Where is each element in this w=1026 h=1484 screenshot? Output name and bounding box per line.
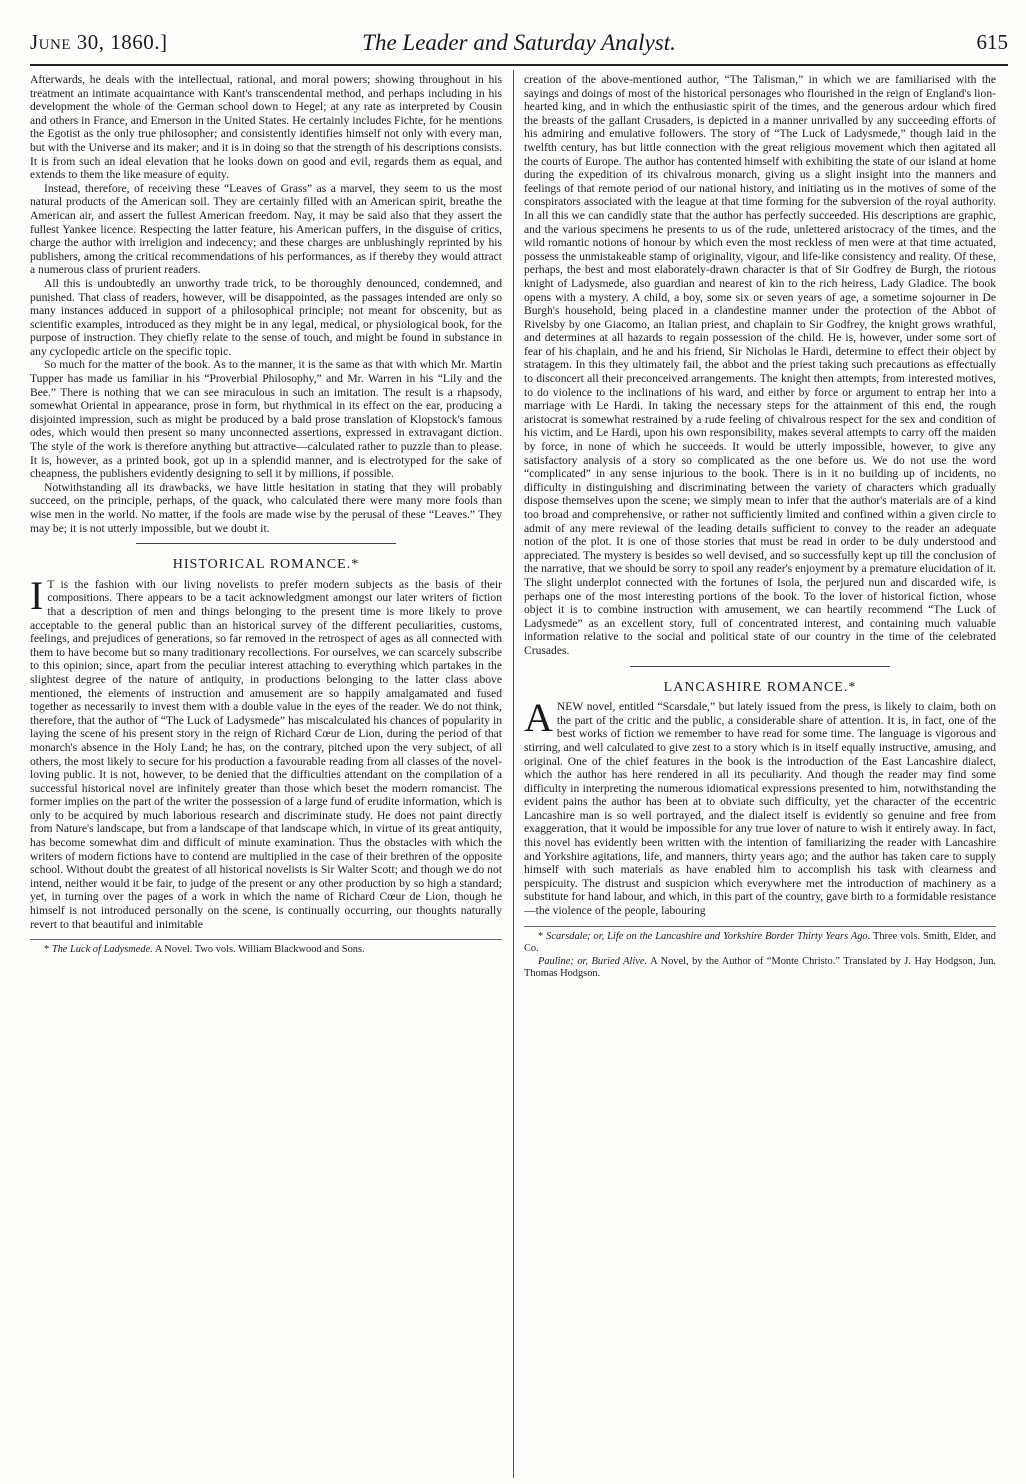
footnote-divider: [30, 939, 502, 940]
left-column: [30, 73, 502, 1477]
footnote: [524, 931, 996, 956]
drop-cap: A: [524, 695, 553, 741]
footnote: [30, 944, 502, 957]
section-heading-lancashire-romance: LANCASHIRE ROMANCE.*: [663, 679, 857, 695]
right-column: [524, 73, 996, 1477]
column-divider: [513, 70, 514, 1478]
footnote-mark: *: [44, 944, 50, 956]
paragraph: Instead, therefore, of receiving these “Leaves of Grass” as a marvel, they seem to us the most natural products of the American soil. They are certainly filled with an American spirit, breathe the American air, and assert the fullest American freedom. Nay, it may be said also that they assert the fullest Yankee licence. Respecting the latter feature, his American puffers, in the disguise of critics, charge the author with irreligion and indecency; and these charges are unblushingly reprinted by his publishers, among the critical recommendations of his performances, as if thereby they would attract a numerous class of prurient readers.: [30, 181, 502, 277]
page-number: 615: [976, 30, 1008, 54]
footnote-title: Scarsdale; or, Life on the Lancashire and Yorkshire Border Thirty Years Ago.: [546, 930, 871, 942]
paragraph: So much for the matter of the book. As to the manner, it is the same as that with which Mr. Martin Tupper has made us familiar in his “Proverbial Philosophy,” and Mr. Warren in his “Lily and the Bee.” There is nothing that we can see miraculous in such an imitation. The result is a rhapsody, somewhat Oriental in appearance, prose in form, but rhythmical in its effect on the ear, producing a disjointed impression, such as might be produced by a bald prose translation of Klopstock's famous odes, which would then present so many unconnected assertions, expressed in extravagant diction. The style of the work is therefore anything but attractive—calculated rather to puzzle than to please. It is, however, as a printed book, got up in a splendid manner, and is electrotyped for the sake of cheapness, the publishers evidently designing to sell it by millions, if possible.: [30, 358, 502, 481]
paragraph: Notwithstanding all its drawbacks, we have little hesitation in stating that they will probably succeed, on the principle, perhaps, of the quack, who calculated there were many more fools than wise men in the world. No matter, if the fools are made wise by the perusal of these “Leaves.” They may be; it is not utterly impossible, but we doubt it.: [30, 480, 502, 535]
footnote-details: A Novel. Two vols. William Blackwood and Sons.: [154, 944, 365, 956]
paragraph: Afterwards, he deals with the intellectual, rational, and moral powers; showing throughout in his treatment an intimate acquaintance with Kant's transcendental method, and perhaps including in his development the whole of the German school down to Hegel; at any rate as interpreted by Cousin and others in France, and Emerson in the United States. He certainly includes Fichte, for he mentions the Egotist as the only true philosopher; and consistently identifies himself not only with every man, but with the Universe and its maker; and it is in doing so that the strength of his descriptions consists. It is from such an ideal elevation that he looks down on good and evil, regards them as equal, and extends to them the like measure of equity.: [30, 73, 502, 182]
paragraph-text: T is the fashion with our living novelists to prefer modern subjects as the basis of their compositions. There appears to be a tacit acknowledgment amongst our later writers of fiction that a description of men and things belonging to the present time is more likely to prove acceptable to the general public than an historical survey of the different peculiarities, customs, feelings, and prejudices of generations, so far removed in the retrospect of ages as all connected with them to have become but so many traditionary recollections. For ourselves, we can scarcely subscribe to this opinion; since, apart from the peculiar interest attaching to everything which partakes in the slightest degree of the nature of antiquity, in productions belonging to the latter class above mentioned, the elements of instruction and amusement are so happily amalgamated and fused together as necessarily to invest them with a double value in the eyes of the reader. We do not think, therefore, that the author of “The Luck of Ladysmede” has miscalculated his chances of popularity in laying the scene of his present story in the reign of Richard Cœur de Lion, during the period of that monarch's absence in the Holy Land; he has, on the contrary, pitched upon the very subject, of all others, the most likely to secure for his production a favourable reading from all classes of the novel-loving public. It is not, however, to be denied that the difficulties attendant on the compilation of a successful historical novel are infinitely greater than those which beset the modern romancist. The former implies on the part of the writer the possession of a large fund of erudite information, which is only to be acquired by much laborious research and discriminate study. He does not paint directly from Nature's landscape, but from a landscape of that landscape which, in virtue of its great antiquity, has become somewhat dim and difficult of minute examination. Thus the obstacles with which the writers of modern fictions have to contend are multiplied in the case of their brethren of the opposite school. Without doubt the greatest of all historical novelists is Sir Walter Scott; and though we do not intend, neither would it be fair, to judge of the present or any other production by so high a standard; yet, in turning over the pages of a work in which the name of Richard Cœur de Lion, though he himself is not introduced personally on the scene, is continually occurring, our thoughts naturally revert to that beautiful and inimitable: [30, 577, 502, 931]
page-header: [30, 30, 1008, 66]
paragraph: [524, 695, 996, 918]
paragraph: creation of the above-mentioned author, “The Talisman,” in which we are familiarised with the sayings and doings of most of the historical personages who flourished in the reign of England's lion-hearted king, and in which the enthusiastic spirit of the times, and the generous ardour which fired the breasts of the gallant Crusaders, is depicted in a manner unrivalled by any succeeding efforts of his admiring and emulative followers. The story of “The Luck of Ladysmede,” though laid in the twelfth century, has but little connection with the great religious movement which then agitated all the courts of Europe. The author has contented himself with exhibiting the state of our island at home during the expedition of its chivalrous monarch, giving us a slight insight into the manners and feelings of that remote period of our national history, and initiating us in the motives of some of the conspirators associated with the league at that time forming for the subversion of the royal authority. In all this we can candidly state that the author has perfectly succeeded. His descriptions are graphic, and the various specimens he presents to us of the rude, unlettered aristocracy of the times, and the wild romantic notions of honour by which even the most reckless of men were at that time actuated, possess the unmistakeable stamp of originality, vigour, and life-like consistency and reality. Of these, perhaps, the best and most elaborately-drawn character is that of Sir Godfrey de Burgh, the riotous knight of Ladysmede, also guardian and nearest of kin to the rich heiress, Lady Gladice. The book opens with a mystery. A child, a boy, some six or seven years of age, a sometime sojourner in De Burgh's household, being placed in a clandestine manner under the protection of the Abbot of Rivelsby by one Giacomo, an Italian priest, and chaplain to Sir Godfrey, the knight grows wrathful, and determines at all hazards to regain possession of the child. He is, however, under some sort of fear of his chaplain, and he and his friend, Sir Nicholas le Hardi, determine to effect their object by stratagem. In this they ultimately fail, the abbot and the priest taking such precautions as effectually to disconcert all their preconceived arrangements. The knight then attempts, from interested motives, to do violence to the inclinations of his ward, and either by force or argument to entrap her into a marriage with Le Hardi. In taking the necessary steps for the attainment of this end, the rough aristocrat is somewhat restrained by a rude feeling of chivalrous respect for the sex and condition of his victim, and Le Hardi, upon his own responsibility, makes several attempts to carry off the maiden by force, in none of which he succeeds. It would be utterly impossible, however, to give any satisfactory analysis of a story so complicated as the one before us. We do not use the word “complicated” in any sense injurious to the book. There is in it no building up of incidents, no difficulty in distinguishing and discriminating between the variety of characters which gradually dispose themselves upon the scene; we simply mean to infer that the author's materials are of a kind too broad and comprehensive, or rather not sufficiently limited and confined within a given circle to admit of any mere reviewal of the leading details sufficient to convey to the reader an adequate notion of the plot. It is one of those stories that must be read in order to be duly understood and appreciated. The mystery is besides so well devised, and so successfully kept up till the conclusion of the narrative, that we should be sorry to spoil any reader's enjoyment by a premature elucidation of it. The slight underplot connected with the fortunes of Isola, the perjured nun and discarded wife, is perhaps one of the most interesting portions of the book. To the lover of historical fiction, whose object it is to combine instruction with amusement, we can heartily recommend “The Luck of Ladysmede” as an excellent story, full of concentrated interest, and containing much valuable information relative to the social and political state of our country in the time of the celebrated Crusades.: [524, 73, 996, 657]
section-heading-historical-romance: HISTORICAL ROMANCE.*: [172, 557, 360, 573]
footnote-details: A Novel, by the Author of “Monte Christo.” Translated by J. Hay Hodgson, Jun. Thomas Hodgson.: [524, 955, 996, 980]
footnote: [524, 956, 996, 981]
paragraph: [30, 572, 502, 931]
footnote-details: Three vols. Smith, Elder, and Co.: [524, 930, 997, 955]
drop-cap: I: [30, 572, 44, 618]
publication-title: The Leader and Saturday Analyst.: [362, 30, 676, 55]
section-divider: [136, 543, 396, 544]
paragraph-text: NEW novel, entitled “Scarsdale,” but lately issued from the press, is likely to claim, both on the part of the critic and the public, a considerable share of attention. It is, in fact, one of the best works of fiction we remember to have read for some time. The language is vigorous and stirring, and well calculated to give zest to a story which is in itself equally instructive, amusing, and original. One of the chief features in the book is the introduction of the East Lancashire dialect, which the author has here rendered in all its peculiarity. And though the reader may find some difficulty in interpreting the numerous idiomatical expressions presented to him, notwithstanding the evident pains the author has been at to obviate such difficulty, yet the character of the eccentric Lancashire man is so well portrayed, and the dialect itself is evidently so genuine and free from exaggeration, that it would be impossible for any true lover of nature to wish it entirely away. In fact, this novel has evidently been written with the intention of familiarizing the reader with Lancashire and Yorkshire agitations, life, and manners, thirty years ago; and the author has taken care to supply himself with such materials as have enabled him to accomplish his task with clearness and perspicuity. The distrust and suspicion which everywhere met the introduction of machinery as a substitute for hand labour, and which, in this part of the country, gave birth to a formidable resistance—the violence of the people, labouring: [524, 700, 996, 918]
footnote-title: Pauline; or, Buried Alive.: [538, 955, 648, 967]
footnote-divider: [524, 926, 996, 927]
paragraph: All this is undoubtedly an unworthy trade trick, to be thoroughly denounced, condemned, and punished. That class of readers, however, will be disappointed, as the passages intended are only so many instances adduced in support of a philosophical principle; not meant for obscenity, but as scientific examples, introduced as they might be in any legal, medical, or physiological book, for the purpose of instruction. They chiefly relate to the sense of touch, and might be found in substance in any cyclopedic article on the specific topic.: [30, 276, 502, 358]
section-divider: [630, 666, 890, 667]
issue-date: June 30, 1860.]: [30, 30, 168, 54]
footnote-title: The Luck of Ladysmede.: [51, 944, 153, 956]
footnote-mark: *: [538, 930, 544, 942]
